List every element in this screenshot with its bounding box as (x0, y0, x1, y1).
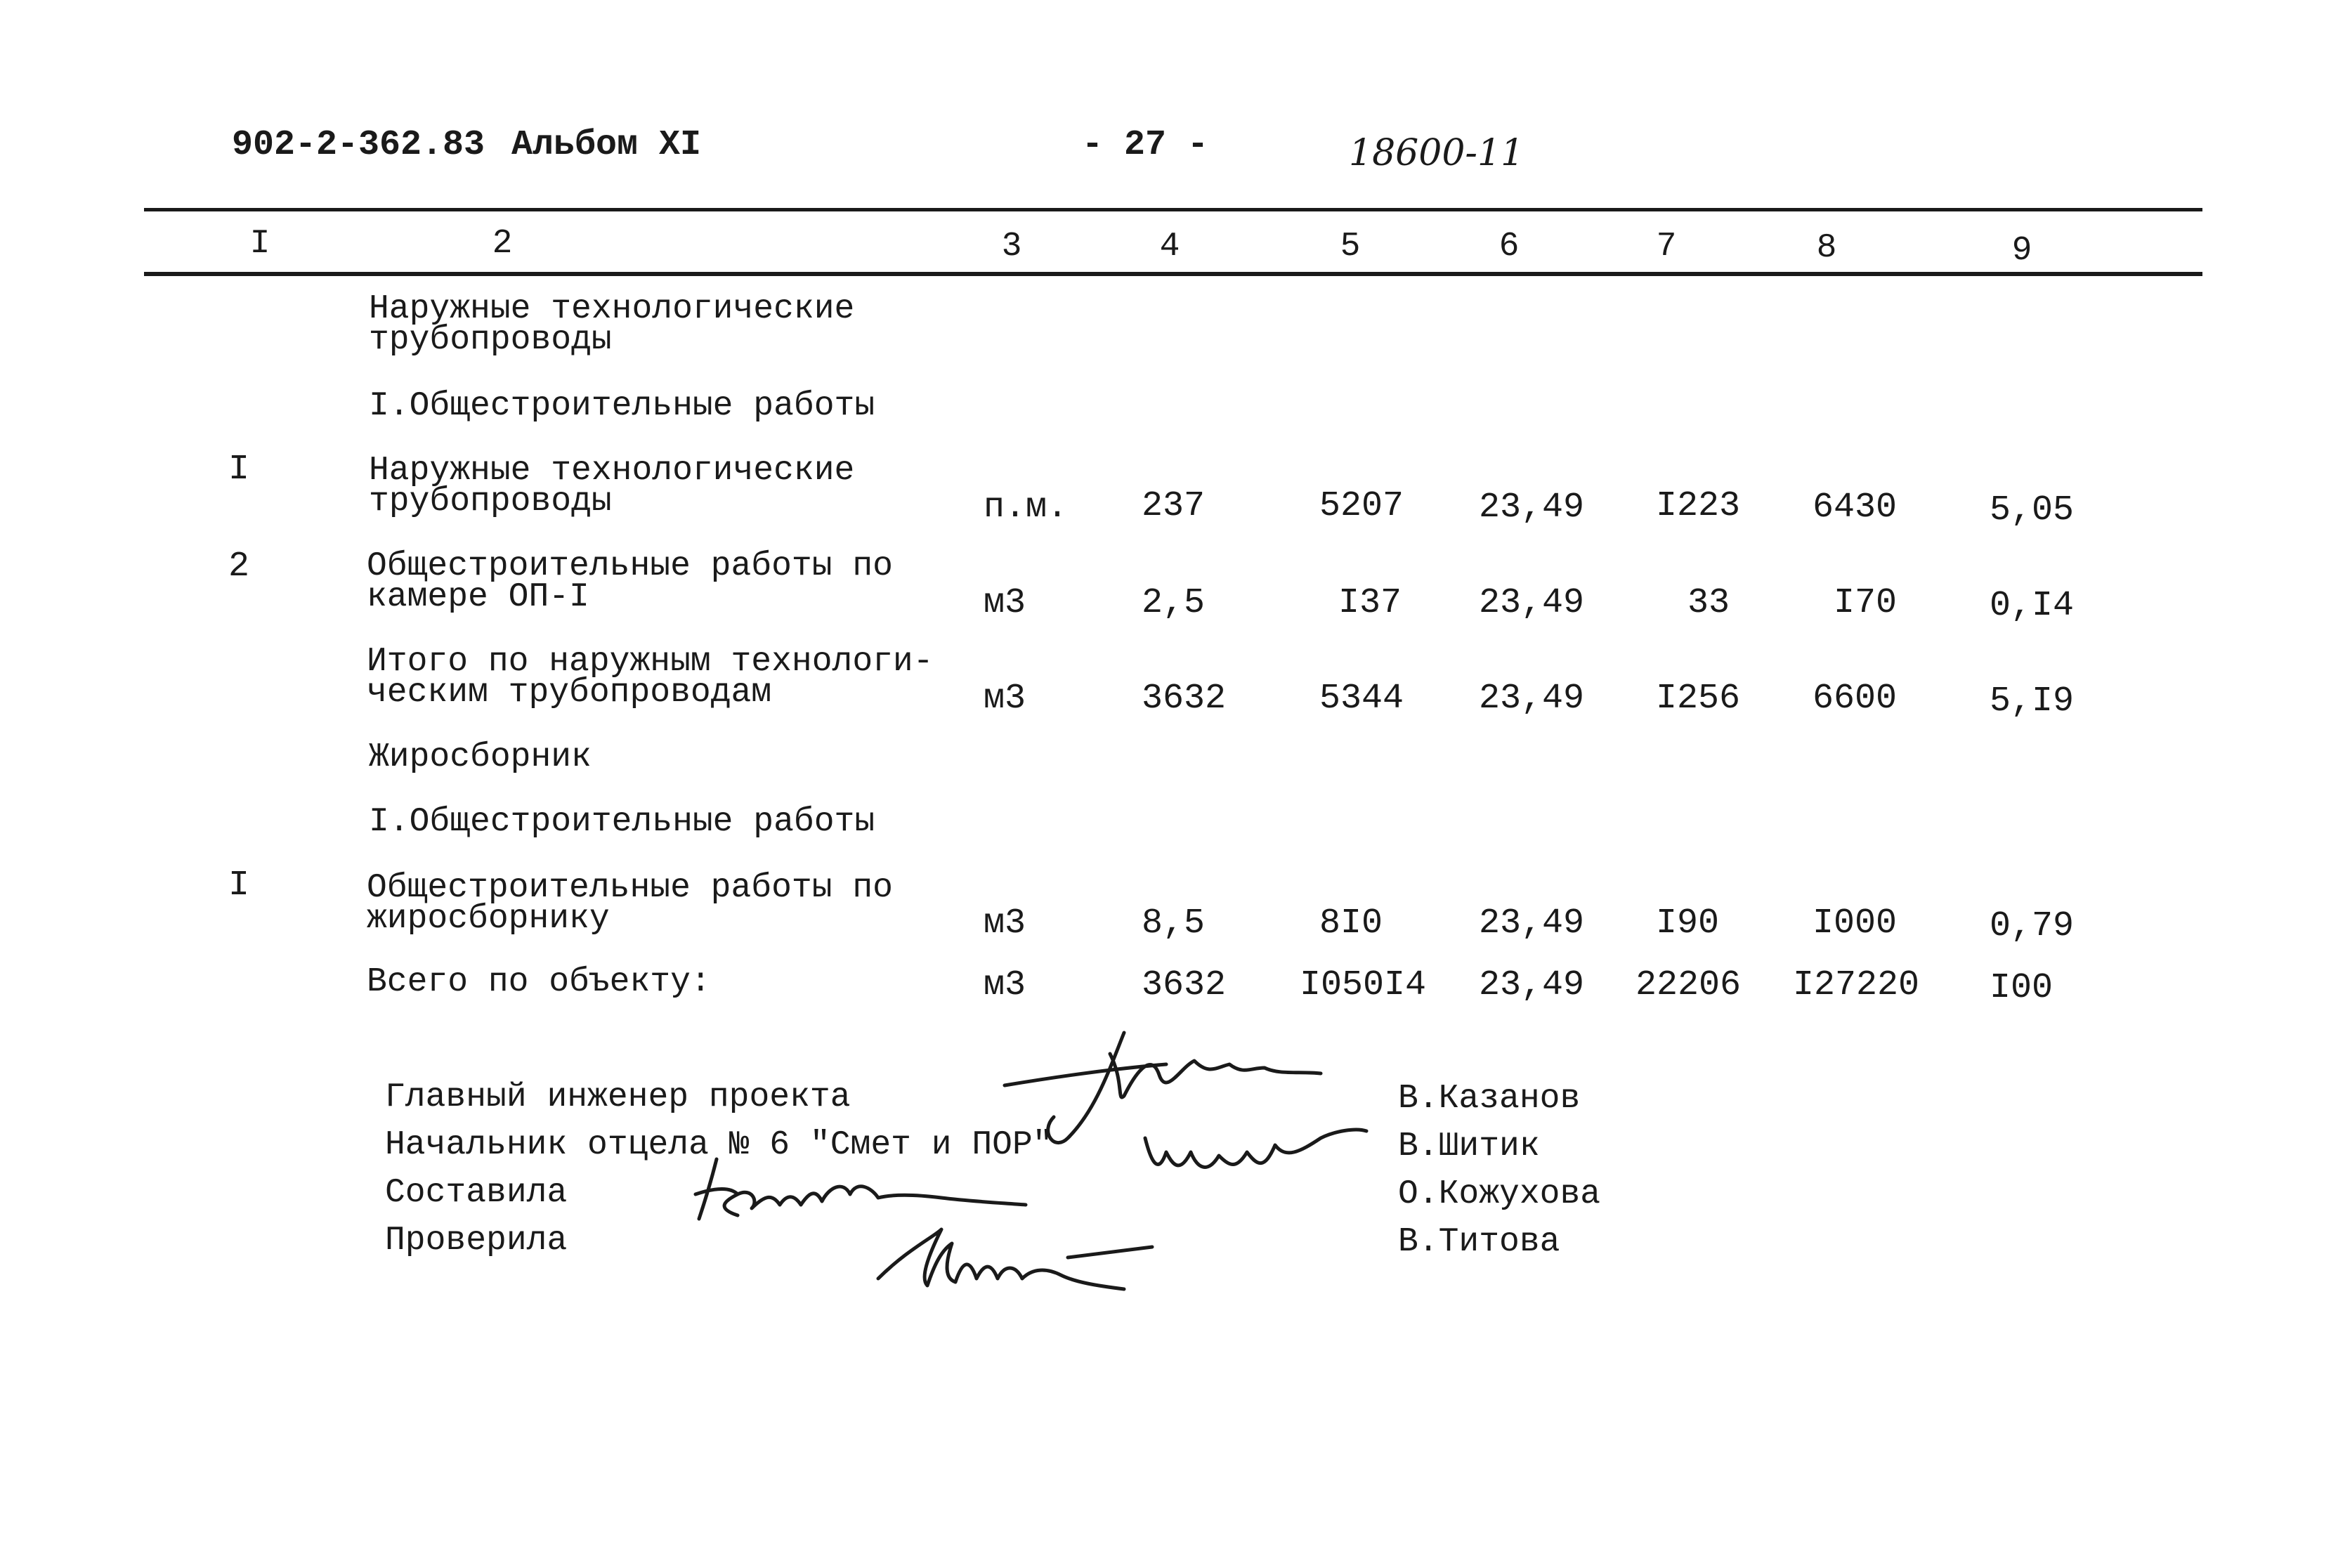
col-header-8: 8 (1816, 229, 1837, 267)
row-col8: I70 (1834, 583, 1898, 623)
total-col9: I00 (1990, 968, 2054, 1008)
signature-name: В.Казанов (1398, 1080, 1581, 1118)
row-description-line2: ческим трубопроводам (367, 674, 772, 712)
row-col7: 33 (1687, 583, 1730, 623)
total-col4: 3632 (1142, 965, 1227, 1005)
row-col6: 23,49 (1479, 488, 1585, 528)
row-col9: 0,I4 (1990, 586, 2075, 626)
row-unit: п.м. (984, 488, 1069, 528)
signature-name: О.Кожухова (1398, 1175, 1601, 1213)
row-col8: I000 (1813, 903, 1898, 943)
signature-role: Начальник отцела № 6 "Смет и ПОР" (385, 1126, 1053, 1164)
row-description-line1: Общестроительные работы по (367, 869, 893, 907)
row-col4: 237 (1142, 486, 1206, 526)
col-header-9: 9 (2011, 232, 2032, 270)
signature-role: Составила (385, 1174, 568, 1212)
col-header-6: 6 (1498, 228, 1520, 266)
row-col4: 2,5 (1142, 583, 1206, 623)
row-col6: 23,49 (1479, 583, 1585, 623)
total-unit: м3 (984, 965, 1026, 1005)
handwritten-number: 18600-11 (1349, 132, 1524, 174)
row-description-line2: жиросборнику (367, 900, 610, 938)
section-title: Жиросборник (369, 738, 592, 776)
signature-name: В.Титова (1398, 1223, 1560, 1261)
row-description-line1: Наружные технологические (369, 452, 855, 490)
row-col5: 5207 (1319, 486, 1404, 526)
section-subtitle: I.Общестроительные работы (369, 387, 875, 425)
row-description-line1: Итого по наружным технологи- (367, 643, 934, 681)
row-col8: 6430 (1813, 488, 1898, 528)
total-label: Всего по объекту: (367, 963, 711, 1001)
total-col5: I050I4 (1300, 965, 1427, 1005)
row-description-line1: Общестроительные работы по (367, 547, 893, 585)
row-col9: 5,05 (1990, 490, 2075, 530)
row-unit: м3 (984, 583, 1026, 623)
row-col5: 8I0 (1319, 903, 1383, 943)
row-col5: 5344 (1319, 679, 1404, 719)
row-unit: м3 (984, 903, 1026, 943)
row-number: 2 (228, 547, 250, 587)
signature-kazanov (1005, 1033, 1321, 1143)
section-title-line2: трубопроводы (369, 321, 612, 359)
row-col7: I256 (1656, 679, 1741, 719)
signature-role: Главный инженер проекта (385, 1078, 851, 1116)
row-col9: 0,79 (1990, 906, 2075, 946)
col-header-5: 5 (1340, 228, 1361, 266)
row-col4: 3632 (1142, 679, 1227, 719)
col-header-3: 3 (1001, 228, 1022, 266)
total-col7: 22206 (1635, 965, 1742, 1005)
row-col5: I37 (1338, 583, 1402, 623)
doc-code: 902-2-362.83 (232, 125, 485, 165)
signature-name: В.Шитик (1398, 1128, 1540, 1165)
page-number: - 27 - (1082, 125, 1209, 165)
signature-kozhukhova (696, 1159, 1026, 1219)
row-col9: 5,I9 (1990, 681, 2075, 721)
row-col7: I223 (1656, 486, 1741, 526)
total-col6: 23,49 (1479, 965, 1585, 1005)
row-col6: 23,49 (1479, 903, 1585, 943)
section-subtitle: I.Общестроительные работы (369, 803, 875, 841)
row-unit: м3 (984, 679, 1026, 719)
row-number: I (228, 865, 250, 906)
col-header-1: I (249, 225, 270, 263)
row-col6: 23,49 (1479, 679, 1585, 719)
row-description-line2: камере ОП-I (367, 578, 589, 616)
col-header-2: 2 (492, 225, 513, 263)
row-col4: 8,5 (1142, 903, 1206, 943)
col-header-4: 4 (1159, 228, 1180, 266)
total-col8: I27220 (1793, 965, 1920, 1005)
row-col8: 6600 (1813, 679, 1898, 719)
row-description-line2: трубопроводы (369, 483, 612, 521)
signature-shitik (1145, 1130, 1366, 1167)
row-col7: I90 (1656, 903, 1720, 943)
section-title-line1: Наружные технологические (369, 290, 855, 328)
signature-titova (878, 1229, 1152, 1289)
col-header-7: 7 (1656, 228, 1677, 266)
row-number: I (228, 450, 250, 490)
album-label: Альбом XI (511, 125, 702, 165)
signature-role: Проверила (385, 1222, 568, 1260)
